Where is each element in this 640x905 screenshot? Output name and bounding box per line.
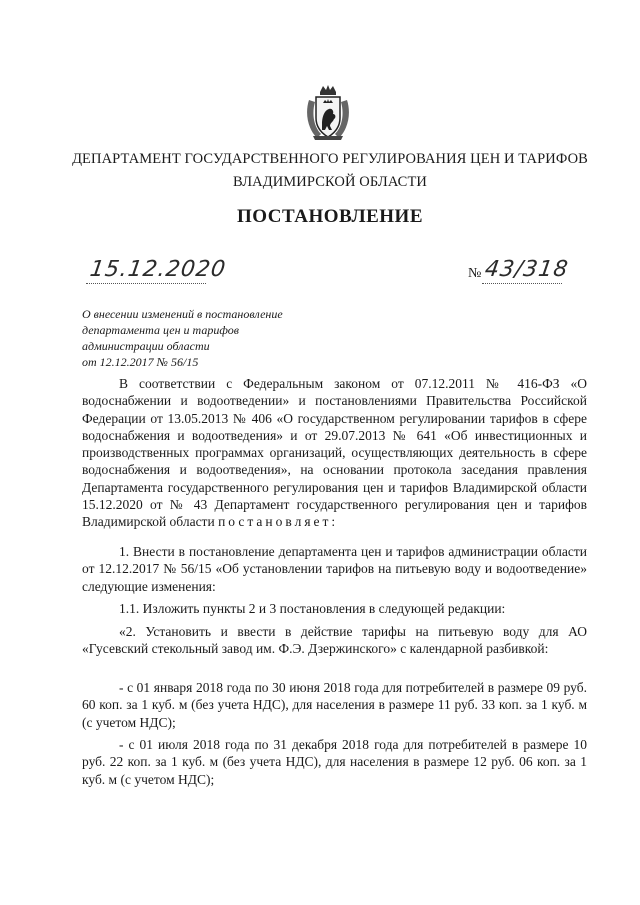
department-name-line-1: ДЕПАРТАМЕНТ ГОСУДАРСТВЕННОГО РЕГУЛИРОВАНИЯ ЦЕН И ТАРИФОВ: [72, 151, 588, 167]
tariff-period-2: - с 01 июля 2018 года по 31 декабря 2018 года для потребителей в размере 10 руб. 22 коп. за 1 куб. м (без учета НДС), для населения в размере 12 руб. 06 коп. за 1 куб. м (с учетом НДС);: [82, 737, 587, 787]
paragraph-item-1: 1. Внести в постановление департамента цен и тарифов администрации области от 12.12.2017 № 56/15 «Об установлении тарифов на питьевую воду и водоотведение» следующие изменения:: [82, 544, 587, 594]
subject-line: от 12.12.2017 № 56/15: [82, 355, 199, 369]
department-name-line-2: ВЛАДИМИРСКОЙ ОБЛАСТИ: [233, 174, 427, 190]
paragraph-item-2: «2. Установить и ввести в действие тарифы на питьевую воду для АО «Гусевский стекольный завод им. Ф.Э. Дзержинского» с календарной разбивкой:: [82, 624, 587, 657]
subject-block: [82, 306, 322, 370]
paragraph-item-1-1: 1.1. Изложить пункты 2 и 3 постановления в следующей редакции:: [119, 601, 506, 616]
handwritten-number: 43/318: [483, 257, 571, 282]
handwritten-date: 15.12.2020: [88, 257, 228, 282]
resolves-word: постановляет:: [218, 514, 339, 530]
preamble-text: В соответствии с Федеральным законом от 07.12.2011 № 416-ФЗ «О водоснабжении и водоотведении» и постановлениями Правительства Российской Федерации от 13.05.2013 № 406 «О государственном регулировании тарифов в сфере водоснабжения и водоотведения» и от 29.07.2013 № 641 «Об инвестиционных и производственных программах организаций, осуществляющих деятельность в сфере водоснабжения и водоотведения», на основании протокола заседания правления Департамента государственного регулирования цен и тарифов Владимирской области 15.12.2020 от № 43 Департамент государственного регулирования цен и тарифов Владимирской области: [82, 376, 587, 530]
number-label: №: [468, 266, 482, 281]
number-underline: [482, 283, 562, 285]
preamble-paragraph: [82, 375, 587, 531]
subject-line: О внесении изменений в постановление: [82, 307, 283, 321]
subject-line: администрации области: [82, 339, 210, 353]
document-title: ПОСТАНОВЛЕНИЕ: [236, 206, 424, 227]
subject-line: департамента цен и тарифов: [82, 323, 239, 337]
tariff-period-1: - с 01 января 2018 года по 30 июня 2018 года для потребителей в размере 09 руб. 60 коп. за 1 куб. м (без учета НДС), для населения в размере 11 руб. 33 коп. за 1 куб. м (с учетом НДС);: [82, 680, 587, 730]
date-underline: [86, 283, 206, 285]
coat-of-arms-emblem-icon: [303, 84, 353, 142]
